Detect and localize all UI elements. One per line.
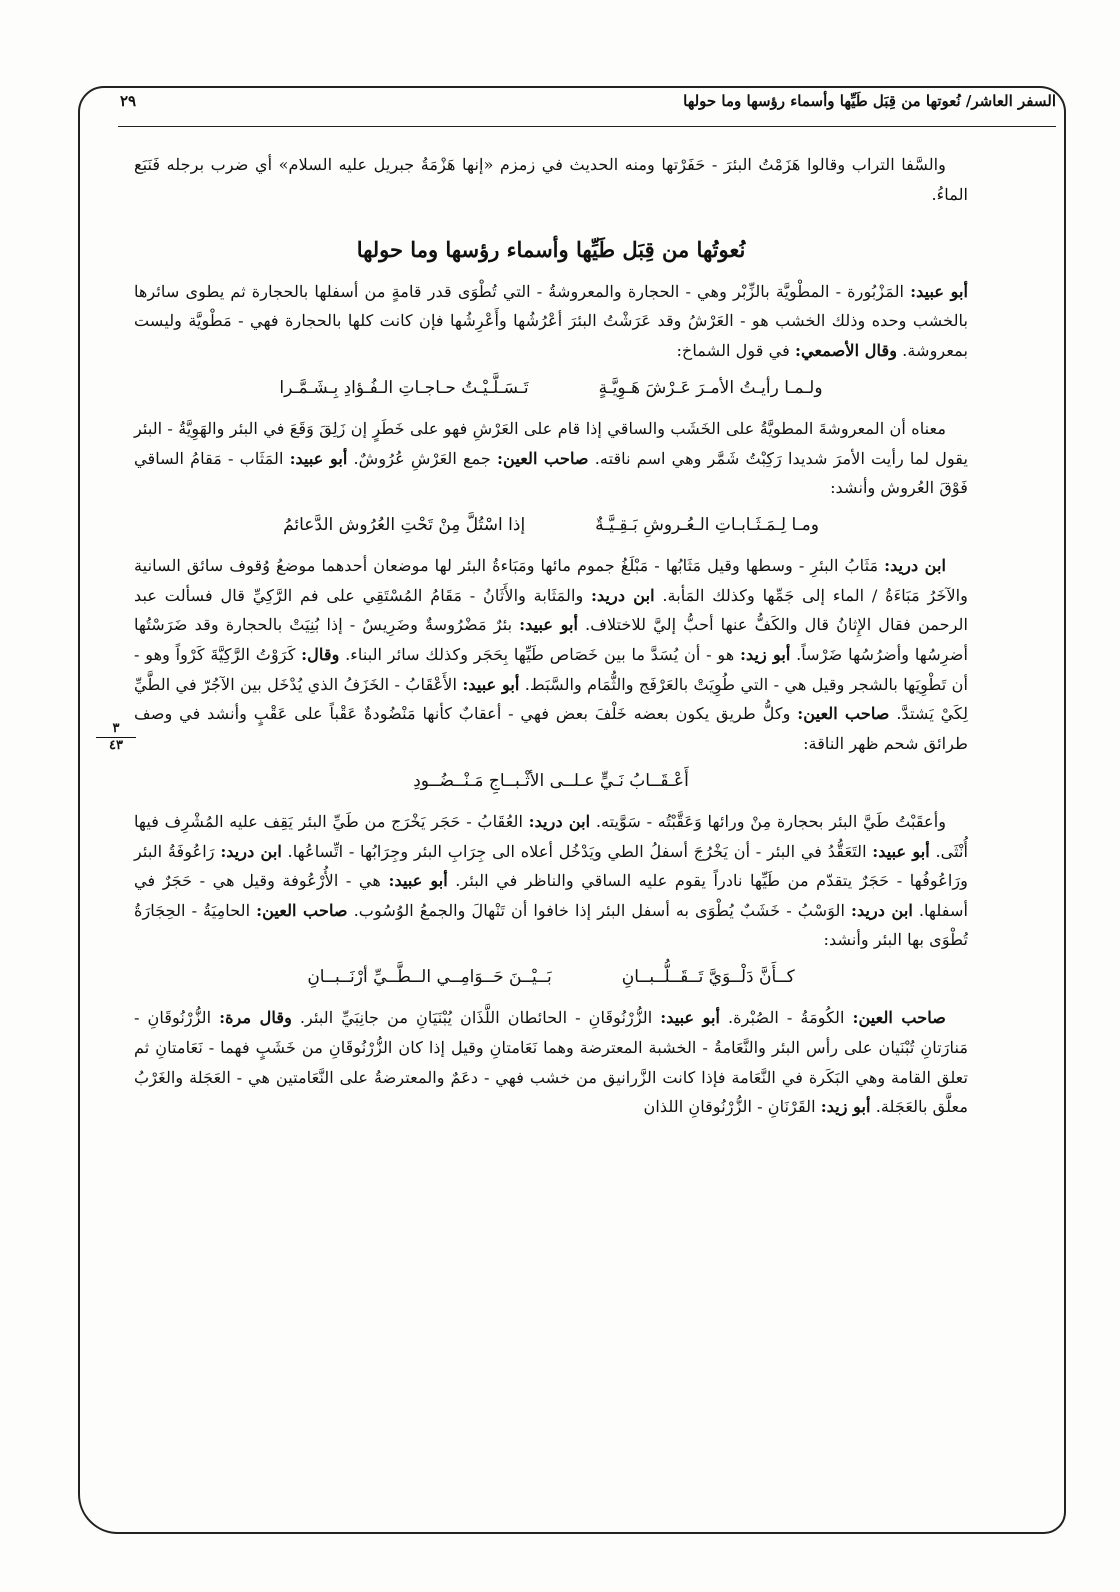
text-run: الحامِيَةُ - الحِجَارَةُ تُطْوَى بها البئر وأنشد:: [134, 900, 968, 950]
text-run: المَزْبُورة - المطْويَّة بالزِّبْر وهي - الحجارة والمعروشةُ - التي تُطْوَى قدر قامةٍ من أسفلها بالحجارة ثم يطوى سائرها بالخشب وحده وذلك الخشب هو - العَرْشُ وقد عَرَشْتُ البئرَ أعْرُشُها وأَعْرِشُها فإن كانت كلها بالحجارة فهي - مَطْويَّة وليست بمعروشة.: [134, 281, 968, 360]
margin-folio-note: [96, 722, 136, 754]
text-run: مَثَابُ البئرِ - وسطها وقيل مَثَابُها - مَبْلَغُ جموم مائها ومَبَاءةُ البئر لها موضعان أحدهما موضعُ وُقوف سائق السانية والآخَرُ مَبَاءَةُ / الماء إلى جَمِّها وكذلك المَأبة.: [134, 556, 968, 605]
attribution: أبو عبيد:: [289, 448, 348, 468]
attribution: أبو عبيد:: [872, 841, 930, 861]
attribution: صاحب العين:: [852, 1008, 946, 1028]
verse-hemistich-left: بَــيْــنَ حَــوَامِــي الــطَّــيِّ أرْنَــبــانِ: [307, 967, 552, 988]
paragraph: [134, 1003, 968, 1122]
attribution: أبو زيد:: [739, 645, 791, 665]
running-title: السفر العاشر/ نُعوتها من قِبَل طَيِّها وأسماء رؤسها وما حولها: [683, 92, 1056, 110]
text-run: هو - أن يُسَدَّ ما بين خَصَاص طَيِّها بِحَجَر وكذلك سائر البناء.: [339, 645, 740, 665]
attribution: أبو عبيد:: [910, 281, 969, 301]
attribution: صاحب العين:: [256, 900, 348, 920]
text-run: القَرْنَانِ - الزُّرْنُوقانِ اللذان: [643, 1097, 821, 1117]
text-run: المَثَاب - مَقامُ الساقي فَوْقَ العُروش وأنشد:: [134, 448, 968, 498]
verse-hemistich: أَعْـقَــابُ نَـيٍّ عـلــى الأثْـبــاجِ مَـنْــضُــودِ: [413, 770, 689, 791]
intro-paragraph: والسَّفا التراب وقالوا هَزَمْتُ البئرَ - حَفَرْتها ومنه الحديث في زمزم «إنها هَزْمَةُ جبريل عليه السلام» أي ضرب برجله فَنَبَع الماءُ.: [134, 155, 968, 204]
text-run: العُقَابُ - حَجَر يَخْرَج من طَيِّ البئر يَقِف عليه المُشْرِف فيها أُنْثَى.: [134, 811, 968, 861]
header-rule: [118, 126, 1056, 127]
folio-numerator: ٣: [112, 721, 120, 736]
text-run: التَعَقُّدُ في البئر - أن يَخْرُجَ أسفلُ الطي ويَدْخُل أعلاه الى جِرَابِ البئر وجِرَابُها - اتِّساعُها.: [281, 841, 873, 861]
attribution: وقال:: [301, 645, 340, 665]
text-run: الأَعْقَابُ - الخَزَفُ الذي يُدْخَل بين الآجُرّ في الطَّيِّ لِكَيْ يَشتدَّ.: [134, 674, 968, 724]
text-run: والمَثَابة والأَثَانُ - مَقَامُ المُسْتَقِي على فم الرَّكِيِّ قال فسألت عبد الرحمن فقال الإِثانُ قال والكَفُّ عنها أحبُّ إليَّ للاختلاف.: [134, 585, 968, 635]
attribution: ابن دريد:: [851, 900, 913, 920]
text-run: رَاعُوفَةُ البئر ورَاعُوفُها - حَجَرٌ يتقدّم من طَيِّها نادراً يقوم عليه الساقي والناظر في البئر.: [134, 841, 968, 891]
attribution: ابن دريد:: [884, 556, 946, 576]
attribution: ابن دريد:: [528, 811, 591, 831]
attribution: أبو عبيد:: [660, 1008, 720, 1028]
running-head: [120, 88, 1056, 114]
text-run: بئرٌ مَضْرُوسةٌ وضَرِيسٌ - إذا بُنِيَتْ بالحجارة وقد ضَرَسْتُها أضرِسُها وأضرُسُها ضَرْساً.: [134, 615, 968, 665]
text-run: الوَسْبُ - خَشَبٌ يُطْوَى به أسفل البئر إذا خافوا أن تَنْهالَ والجمعُ الوُسُوب.: [347, 900, 851, 920]
text-run: وأعقَبْتُ طَيَّ البئر بحجارة مِنْ ورائها وَعَقَّبْتُه - سَوَّيته.: [590, 811, 947, 831]
attribution: ابن دريد:: [591, 585, 655, 605]
verse-hemistich-right: ولـمـا رأيـتُ الأمـرَ عَـرْشَ هَـوِيَّـةٍ: [598, 377, 823, 398]
attribution: أبو عبيد:: [519, 615, 578, 635]
text-run: جمع العَرْشِ عُرُوشٌ.: [347, 448, 498, 468]
text-run: الزُّرْنُوقَانِ - مَنارَتانِ تُبْنَيان على رأس البئر والنَّعَامةُ - الخشبة المعترضة وهما نَعَامتانِ وقيل إذا كان الزُّرْنُوقَانِ من خَشَبٍ فهما - نَعَامتانِ ثم تعلق القامة وهي البَكَرة في النَّعَامة فإذا كانت الزَّرانيق من خشب فهي - دعَمٌ والمعترضةُ على النَّعَامتين هي - العَجَلة والغَرْبُ معلَّق بالعَجَلة.: [134, 1008, 968, 1117]
attribution: وقال مرة:: [219, 1008, 292, 1028]
paragraph: [134, 551, 968, 758]
attribution: أبو عبيد:: [462, 674, 520, 694]
attribution: صاحب العين:: [797, 704, 890, 724]
attribution: صاحب العين:: [497, 448, 589, 468]
verse-hemistich-left: إذا اسْتُلَّ مِنْ تَحْتِ العُرُوش الدَّعائمُ: [283, 514, 526, 535]
text-run: الكُومَةُ - الصُبْرة.: [719, 1008, 853, 1028]
text-run: كَرَوْتُ الرَّكِيَّةَ كَرْواً وهو - أن تَطْوِيَها بالشجر وقيل هي - التي طُوِيَتْ بالعَرْفَج والثُّمَام والسَّبَط.: [134, 645, 969, 694]
text-run: هي - الأُرْعُوفة وقيل هي - حَجَرٌ في أسفلها.: [134, 871, 969, 920]
attribution: أبو زيد:: [820, 1097, 871, 1117]
verse-line: [134, 961, 968, 993]
verse-hemistich-right: كــأَنَّ دَلْــوَيَّ تَــقَــلُّــبــانِ: [621, 967, 795, 988]
attribution: ابن دريد:: [220, 841, 282, 861]
paragraph: [134, 807, 968, 955]
verse-line: [134, 509, 968, 541]
text-run: الزُّرْنُوقَانِ - الحائطان اللَّذَان يُبْنَيَانِ من جانِبَيِّ البئر.: [291, 1008, 661, 1028]
verse-hemistich-right: ومـا لِـمَـثَـابـاتِ الـعُـروشِ بَـقِـيَّـةٌ: [595, 514, 819, 535]
verse-hemistich-left: تَـسَـلَّـيْـتُ حـاجـاتِ الـفُـؤادِ بِـشَـمَّـرا: [279, 377, 529, 398]
paragraph: [134, 277, 968, 366]
page-body: [134, 150, 968, 1502]
folio-denominator: ٤٣: [96, 737, 136, 753]
attribution: وقال الأصمعي:: [795, 340, 898, 360]
verse-line: [134, 372, 968, 404]
text-run: معناه أن المعروشةَ المطويَّةُ على الخَشَب والساقي إذا قام على العَرْشِ فهو على خَطَرٍ إن زَلِقَ وَقَعَ في البئر والهَوِيَّةُ - البئر يقول لما رأيت الأمرَ شديدا رَكِبْتُ شَمَّر وهي اسم ناقته.: [134, 418, 968, 468]
text-run: وكلُّ طريق يكون بعضه خَلْفَ بعض فهي - أعقابٌ كأنها مَنْضُودةٌ عَقْباً على عَقْبٍ وأنشد في وصف طرائق شحم ظهر الناقة:: [134, 704, 968, 753]
verse-line: [134, 765, 968, 797]
section-title: نُعوتُها من قِبَل طَيِّها وأسماء رؤسها وما حولها: [356, 237, 746, 263]
paragraph: [134, 414, 968, 503]
page-number: ٢٩: [120, 92, 137, 110]
attribution: أبو عبيد:: [388, 871, 448, 891]
text-run: في قول الشماخ:: [676, 340, 796, 360]
